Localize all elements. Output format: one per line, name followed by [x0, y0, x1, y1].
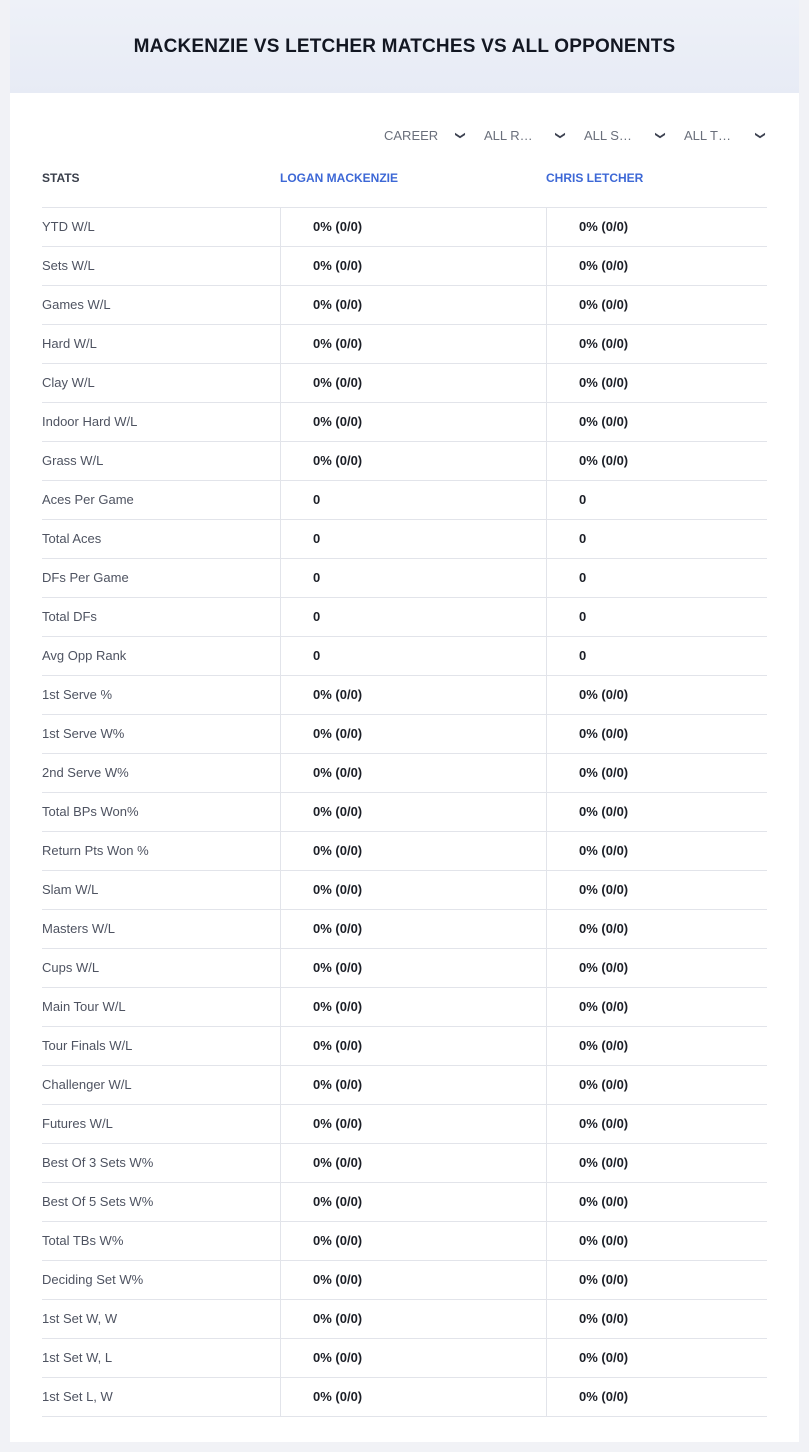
stat-label: Avg Opp Rank [42, 648, 127, 663]
player1-stat-value: 0% (0/0) [280, 1027, 546, 1065]
stat-label: 1st Set W, W [42, 1311, 118, 1326]
stat-label: Clay W/L [42, 375, 95, 390]
player1-stat-value: 0% (0/0) [280, 832, 546, 870]
stat-label: Total TBs W% [42, 1233, 124, 1248]
player2-stat-value: 0% (0/0) [546, 1027, 767, 1065]
player2-stat-value: 0% (0/0) [546, 871, 767, 909]
player1-stat-value: 0% (0/0) [280, 1339, 546, 1377]
tournament-filter-label: ALL T… [684, 127, 731, 143]
player2-stat-value: 0 [546, 598, 767, 636]
player1-stat-value: 0% (0/0) [280, 247, 546, 285]
chevron-down-icon: ❯ [454, 130, 466, 140]
player2-stat-value: 0% (0/0) [546, 1066, 767, 1104]
table-row [42, 1300, 767, 1339]
table-row [42, 520, 767, 559]
table-row [42, 637, 767, 676]
player1-stat-value: 0% (0/0) [280, 715, 546, 753]
table-row [42, 325, 767, 364]
player2-stat-value: 0% (0/0) [546, 364, 767, 402]
tournament-filter-select[interactable] [674, 120, 774, 150]
table-row [42, 949, 767, 988]
table-row [42, 988, 767, 1027]
table-row [42, 247, 767, 286]
stat-label: Masters W/L [42, 921, 115, 936]
stat-label: Best Of 3 Sets W% [42, 1155, 154, 1170]
player1-stat-value: 0% (0/0) [280, 325, 546, 363]
table-row [42, 1183, 767, 1222]
stat-label: Total Aces [42, 531, 102, 546]
player1-link[interactable]: LOGAN MACKENZIE [280, 171, 398, 185]
table-row [42, 754, 767, 793]
table-row [42, 208, 767, 247]
stat-label: Deciding Set W% [42, 1272, 144, 1287]
player2-stat-value: 0% (0/0) [546, 208, 767, 246]
player2-stat-value: 0% (0/0) [546, 1144, 767, 1182]
stat-label: Main Tour W/L [42, 999, 126, 1014]
stat-label: Challenger W/L [42, 1077, 132, 1092]
player1-stat-value: 0% (0/0) [280, 793, 546, 831]
round-filter-select[interactable] [474, 120, 574, 150]
player1-stat-value: 0% (0/0) [280, 949, 546, 987]
stats-column-header: STATS [42, 171, 80, 185]
stat-label: Games W/L [42, 297, 111, 312]
player1-stat-value: 0% (0/0) [280, 910, 546, 948]
player1-stat-value: 0% (0/0) [280, 442, 546, 480]
table-row [42, 1261, 767, 1300]
player1-stat-value: 0% (0/0) [280, 364, 546, 402]
stat-label: DFs Per Game [42, 570, 129, 585]
stat-label: 1st Set L, W [42, 1389, 113, 1404]
player1-stat-value: 0 [280, 520, 546, 558]
player2-stat-value: 0% (0/0) [546, 1378, 767, 1416]
stat-label: Best Of 5 Sets W% [42, 1194, 154, 1209]
player1-stat-value: 0% (0/0) [280, 1144, 546, 1182]
filter-bar [374, 120, 774, 150]
table-row [42, 910, 767, 949]
player1-stat-value: 0% (0/0) [280, 208, 546, 246]
stat-label: Tour Finals W/L [42, 1038, 133, 1053]
player2-stat-value: 0% (0/0) [546, 247, 767, 285]
surface-filter-label: ALL S… [584, 127, 632, 143]
stat-label: Indoor Hard W/L [42, 414, 138, 429]
player1-stat-value: 0% (0/0) [280, 676, 546, 714]
stat-label: Futures W/L [42, 1116, 113, 1131]
player2-stat-value: 0% (0/0) [546, 949, 767, 987]
player1-stat-value: 0% (0/0) [280, 1183, 546, 1221]
player2-stat-value: 0% (0/0) [546, 1105, 767, 1143]
player2-stat-value: 0% (0/0) [546, 754, 767, 792]
player2-stat-value: 0% (0/0) [546, 1339, 767, 1377]
table-row [42, 364, 767, 403]
player2-stat-value: 0% (0/0) [546, 442, 767, 480]
stat-label: Return Pts Won % [42, 843, 149, 858]
table-row [42, 481, 767, 520]
player2-stat-value: 0% (0/0) [546, 1261, 767, 1299]
chevron-down-icon: ❯ [554, 130, 566, 140]
player2-stat-value: 0% (0/0) [546, 1222, 767, 1260]
table-row [42, 1339, 767, 1378]
table-row [42, 1066, 767, 1105]
stat-label: Sets W/L [42, 258, 95, 273]
round-filter-label: ALL R… [484, 127, 533, 143]
player2-stat-value: 0% (0/0) [546, 910, 767, 948]
player1-stat-value: 0% (0/0) [280, 754, 546, 792]
player2-stat-value: 0% (0/0) [546, 715, 767, 753]
player2-stat-value: 0% (0/0) [546, 676, 767, 714]
stat-label: 2nd Serve W% [42, 765, 129, 780]
player2-stat-value: 0 [546, 637, 767, 675]
stats-table [42, 207, 767, 1417]
stat-label: 1st Serve % [42, 687, 113, 702]
player2-stat-value: 0% (0/0) [546, 1183, 767, 1221]
chevron-down-icon: ❯ [654, 130, 666, 140]
player2-stat-value: 0% (0/0) [546, 325, 767, 363]
player2-stat-value: 0% (0/0) [546, 832, 767, 870]
stat-label: Grass W/L [42, 453, 104, 468]
player2-stat-value: 0% (0/0) [546, 988, 767, 1026]
table-row [42, 1027, 767, 1066]
stat-label: Total BPs Won% [42, 804, 139, 819]
surface-filter-select[interactable] [574, 120, 674, 150]
player1-stat-value: 0% (0/0) [280, 871, 546, 909]
chevron-down-icon: ❯ [754, 130, 766, 140]
player2-stat-value: 0% (0/0) [546, 793, 767, 831]
player1-stat-value: 0 [280, 637, 546, 675]
player2-link[interactable]: CHRIS LETCHER [546, 171, 644, 185]
table-row [42, 715, 767, 754]
period-filter-label: CAREER [384, 127, 439, 143]
stat-label: Total DFs [42, 609, 97, 624]
stat-label: Aces Per Game [42, 492, 134, 507]
player1-stat-value: 0 [280, 481, 546, 519]
player1-stat-value: 0% (0/0) [280, 1066, 546, 1104]
table-header [42, 171, 767, 187]
player2-stat-value: 0 [546, 559, 767, 597]
page-title: MACKENZIE VS LETCHER MATCHES VS ALL OPPONENTS [133, 35, 676, 57]
stat-label: Hard W/L [42, 336, 97, 351]
table-row [42, 598, 767, 637]
stat-label: YTD W/L [42, 219, 95, 234]
table-row [42, 559, 767, 598]
player1-stat-value: 0% (0/0) [280, 403, 546, 441]
table-row [42, 676, 767, 715]
stat-label: Slam W/L [42, 882, 99, 897]
table-row [42, 1378, 767, 1417]
table-row [42, 832, 767, 871]
table-row [42, 793, 767, 832]
player1-stat-value: 0% (0/0) [280, 1261, 546, 1299]
player1-stat-value: 0% (0/0) [280, 1105, 546, 1143]
player2-stat-value: 0 [546, 520, 767, 558]
player2-stat-value: 0% (0/0) [546, 1300, 767, 1338]
player1-stat-value: 0 [280, 598, 546, 636]
player2-stat-value: 0% (0/0) [546, 403, 767, 441]
table-row [42, 871, 767, 910]
player1-stat-value: 0% (0/0) [280, 1222, 546, 1260]
stat-label: Cups W/L [42, 960, 100, 975]
player2-stat-value: 0% (0/0) [546, 286, 767, 324]
stat-label: 1st Set W, L [42, 1350, 113, 1365]
table-row [42, 1105, 767, 1144]
stat-label: 1st Serve W% [42, 726, 125, 741]
card-header [10, 0, 799, 93]
player2-stat-value: 0 [546, 481, 767, 519]
player1-stat-value: 0% (0/0) [280, 286, 546, 324]
table-row [42, 1222, 767, 1261]
player1-stat-value: 0 [280, 559, 546, 597]
table-row [42, 442, 767, 481]
table-row [42, 1144, 767, 1183]
player1-stat-value: 0% (0/0) [280, 988, 546, 1026]
stats-card [10, 0, 799, 1442]
table-row [42, 286, 767, 325]
player1-stat-value: 0% (0/0) [280, 1378, 546, 1416]
table-row [42, 403, 767, 442]
player1-stat-value: 0% (0/0) [280, 1300, 546, 1338]
period-filter-select[interactable] [374, 120, 474, 150]
